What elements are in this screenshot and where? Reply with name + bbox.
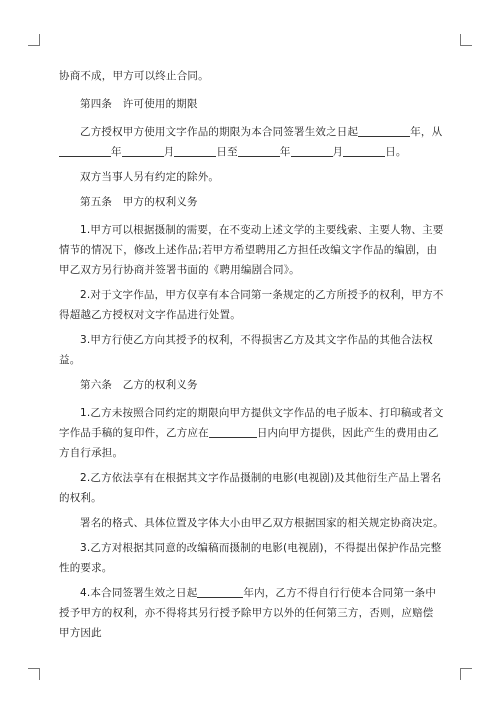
article-6-paragraph-2: 2.乙方依法享有在根据其文字作品摄制的电影(电视剧)及其他衍生产品上署名的权利。 <box>59 472 442 504</box>
blank-days[interactable] <box>209 424 257 438</box>
blank-end-month[interactable] <box>291 143 333 157</box>
text-segment: 日至 <box>216 146 238 158</box>
text-segment: 4.本合同签署生效之日起 <box>80 587 198 599</box>
blank-start-year[interactable] <box>59 143 85 157</box>
text-segment: 月 <box>332 146 344 158</box>
article-4-heading: 第四条 许可使用的期限 <box>80 98 198 110</box>
crop-mark-bottom-left <box>28 668 40 680</box>
text-segment: 乙方授权甲方使用文字作品的期限为本合同签署生效之日起 <box>80 126 359 138</box>
blank-years[interactable] <box>358 123 410 137</box>
text-segment: 年，从 <box>410 126 443 138</box>
article-5-paragraph-2: 2.对于文字作品，甲方仅享有本合同第一条规定的乙方所授予的权利，甲方不得超越乙方授权对文字作品进行处置。 <box>59 289 444 321</box>
article-5-heading: 第五条 甲方的权利义务 <box>80 196 198 208</box>
text-segment: 年 <box>279 146 291 158</box>
paragraph: 协商不成，甲方可以终止合同。 <box>59 70 209 82</box>
crop-mark-top-right <box>460 34 472 46</box>
article-6-paragraph-5 <box>59 583 444 643</box>
blank-years-exclusive[interactable] <box>197 584 243 598</box>
text-segment: 日。 <box>385 146 407 158</box>
article-5-paragraph-1: 1.甲方可以根据摄制的需要，在不变动上述文学的主要线索、主要人物、主要情节的情况下，修改上述作品;若甲方希望聘用乙方担任改编文字作品的编剧，由甲乙双方另行协商并签署书面的《聘用编剧合同》。 <box>59 224 444 276</box>
crop-mark-top-left <box>28 34 40 46</box>
article-6-paragraph-3: 署名的格式、具体位置及字体大小由甲乙双方根据国家的相关规定协商决定。 <box>80 517 444 529</box>
article-6-paragraph-1 <box>59 403 444 463</box>
text-segment: 年 <box>111 146 122 158</box>
text-segment: 年内，乙方不得自行行使本合同第一条中授予甲方的权利，亦不得将其另行授予除甲方以外的任何第三方，否则，应赔偿甲方因此 <box>59 587 437 639</box>
article-4-paragraph-1 <box>59 122 444 162</box>
article-4-paragraph-2: 双方当事人另有约定的除外。 <box>80 171 220 183</box>
blank-end-year[interactable] <box>238 143 280 157</box>
article-5-paragraph-3: 3.甲方行使乙方向其授予的权利，不得损害乙方及其文字作品的其他合法权益。 <box>59 334 433 366</box>
document-body <box>59 66 444 648</box>
blank-end-day[interactable] <box>343 143 385 157</box>
blank-start-month[interactable] <box>122 143 164 157</box>
text-segment: 1.乙方未按照合同约定的期限向甲方提供文字作品的电子版本、打印稿或者文字作品手稿的复印件，乙方应在 <box>59 407 444 439</box>
article-6-heading: 第六条 乙方的权利义务 <box>80 379 198 391</box>
crop-mark-bottom-right <box>460 668 472 680</box>
text-segment: 日内向甲方提供，因此产生的费用由乙方自行承担。 <box>59 427 439 459</box>
article-6-paragraph-4: 3.乙方对根据其同意的改编稿而摄制的电影(电视剧)，不得提出保护作品完整性的要求。 <box>59 542 442 574</box>
blank-start-year-cont[interactable] <box>85 143 111 157</box>
blank-start-day[interactable] <box>174 143 216 157</box>
text-segment: 月 <box>163 146 175 158</box>
